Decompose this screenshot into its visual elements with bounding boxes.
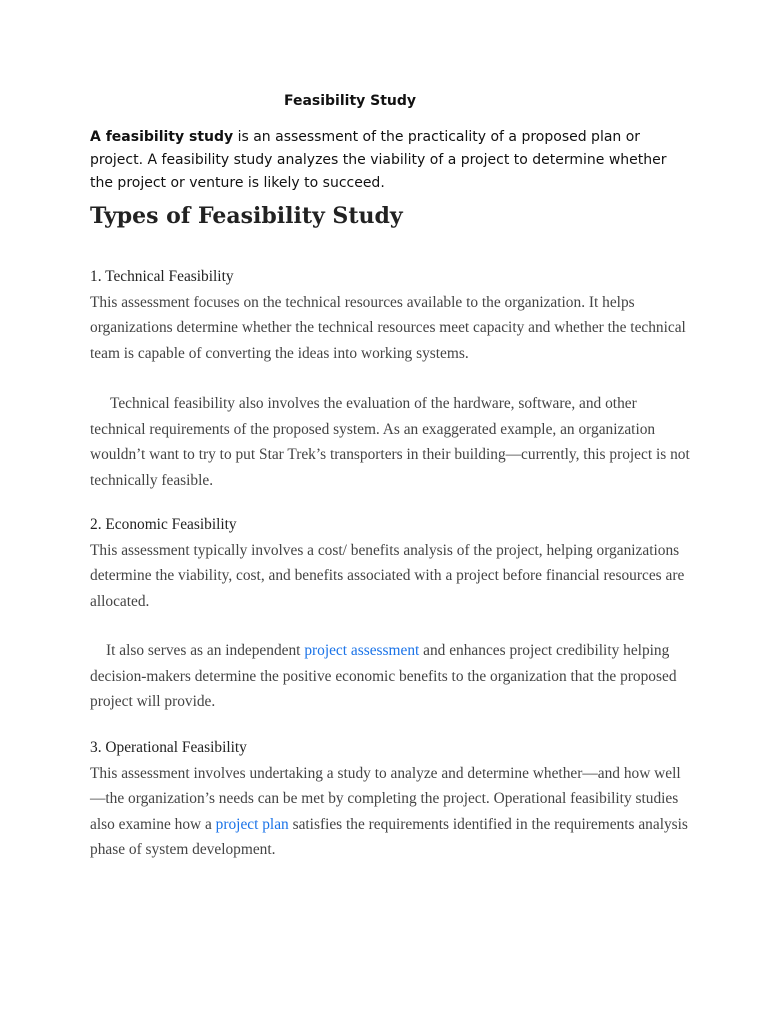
section-operational [90, 735, 690, 863]
economic-paragraph-2-end: and enhances project credibility helping decision-makers determine the positive economic benefits to the organization that the proposed project will provide. [90, 642, 677, 710]
operational-paragraph-end: satisfies the requirements identified in the requirements analysis phase of system development. [90, 815, 688, 858]
intro-text: is an assessment of the practicality of a proposed plan or project. A feasibility study analyzes the viability of a project to determine whether the project or venture is likely to succeed. [90, 129, 667, 191]
section-technical [90, 264, 690, 366]
technical-paragraph-1: This assessment focuses on the technical resources available to the organization. It helps organizations determine whether the technical resources meet capacity and whether the technical team is capable of converting the ideas into working systems. [90, 293, 686, 362]
technical-paragraph-2: Technical feasibility also involves the evaluation of the hardware, software, and other technical requirements of the proposed system. As an exaggerated example, an organization wouldn’t want to try to put Star Trek’s transporters in their building—currently, this project is not technically feasible. [90, 395, 690, 489]
section-heading-operational: 3. Operational Feasibility [90, 739, 247, 756]
intro-term: A feasibility study [90, 129, 234, 145]
document-title: Feasibility Study [283, 93, 417, 109]
economic-paragraph-2-block [90, 638, 690, 715]
operational-paragraph-start: This assessment involves undertaking a study to analyze and determine whether—and how well—the organization’s needs can be met by completing the project. Operational feasibility studies also examine how a [90, 764, 681, 833]
section-heading-technical: 1. Technical Feasibility [90, 268, 234, 285]
types-heading: Types of Feasibility Study [90, 203, 403, 229]
section-heading-economic: 2. Economic Feasibility [90, 516, 237, 533]
economic-paragraph-1: This assessment typically involves a cost/ benefits analysis of the project, helping organizations determine the viability, cost, and benefits associated with a project before financial resources are allocated. [90, 541, 685, 610]
project-assessment-link[interactable]: project assessment [304, 642, 420, 659]
technical-paragraph-2-block [90, 391, 690, 493]
project-plan-link[interactable]: project plan [215, 815, 289, 833]
economic-paragraph-2-start: It also serves as an independent [106, 642, 305, 659]
operational-paragraph [90, 761, 690, 863]
intro-paragraph [90, 126, 680, 195]
section-economic [90, 512, 690, 614]
